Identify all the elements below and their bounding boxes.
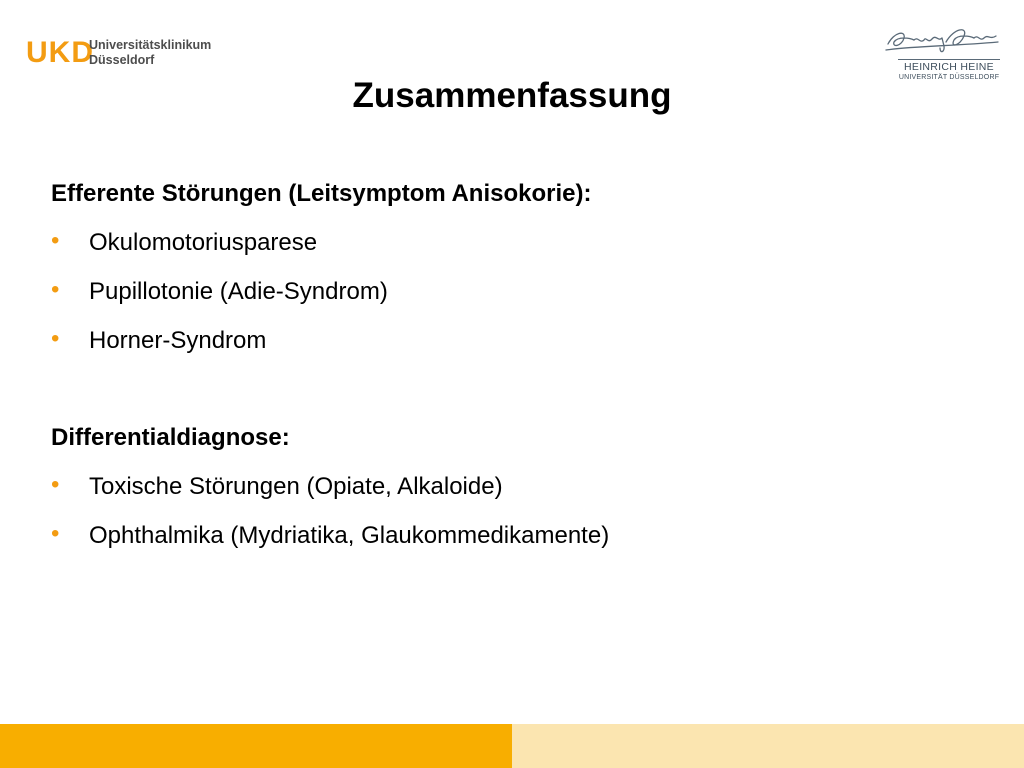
slide-content bbox=[51, 170, 991, 560]
bullet-icon: • bbox=[51, 520, 60, 547]
section-heading-differential: Differentialdiagnose: bbox=[51, 424, 290, 451]
section-heading-efferent: Efferente Störungen (Leitsymptom Anisokorie): bbox=[51, 180, 592, 207]
heine-signature-icon bbox=[884, 24, 1000, 58]
footer-bar-right bbox=[512, 724, 1024, 768]
list-item bbox=[51, 462, 991, 511]
hhu-logo-name: HEINRICH HEINE bbox=[904, 61, 994, 73]
list-item-text: Ophthalmika (Mydriatika, Glaukommedikamente) bbox=[89, 522, 610, 549]
list-item bbox=[51, 316, 991, 365]
ukd-logo-line2: Düsseldorf bbox=[89, 53, 155, 67]
ukd-logo bbox=[26, 37, 226, 69]
bullet-icon: • bbox=[51, 227, 60, 254]
bullet-list-differential bbox=[51, 462, 991, 560]
list-item-text: Toxische Störungen (Opiate, Alkaloide) bbox=[89, 473, 503, 500]
list-item bbox=[51, 218, 991, 267]
bullet-icon: • bbox=[51, 471, 60, 498]
bullet-icon: • bbox=[51, 325, 60, 352]
list-item bbox=[51, 267, 991, 316]
bullet-icon: • bbox=[51, 276, 60, 303]
footer-bar-left bbox=[0, 724, 512, 768]
slide-title: Zusammenfassung bbox=[352, 76, 672, 115]
hhu-logo-sub: UNIVERSITÄT DÜSSELDORF bbox=[898, 74, 1000, 81]
ukd-logo-text bbox=[89, 38, 211, 68]
bullet-list-efferent bbox=[51, 218, 991, 365]
list-item-text: Horner-Syndrom bbox=[89, 327, 267, 354]
section-spacer bbox=[51, 365, 991, 414]
list-item-text: Pupillotonie (Adie-Syndrom) bbox=[89, 278, 388, 305]
hhu-logo-divider bbox=[898, 59, 1000, 60]
ukd-logo-line1: Universitätsklinikum bbox=[89, 38, 212, 52]
list-item-text: Okulomotoriusparese bbox=[89, 229, 318, 256]
ukd-logo-mark: UKD bbox=[26, 36, 94, 69]
list-item bbox=[51, 511, 991, 560]
